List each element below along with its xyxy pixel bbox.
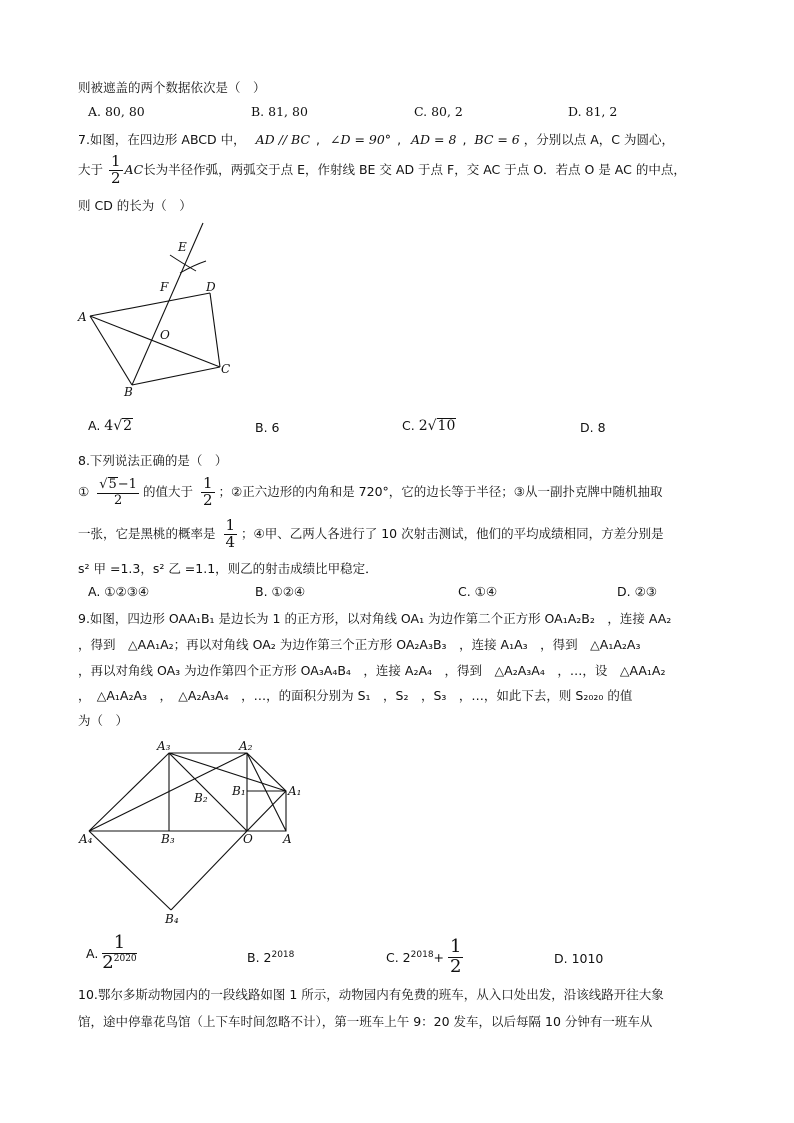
q9-label-a2: A₂ [239,739,253,753]
q7-option-a[interactable]: A. 4√2 [88,418,133,434]
q9-segment-b4-o [171,831,247,910]
q9-option-a[interactable]: A. $\frac{1}{2^{2020}}$ [86,932,137,973]
q6-option-a[interactable]: A. 80, 80 [88,104,145,119]
q7-edge-ab [90,316,132,385]
q7-label-b: B [124,385,133,399]
q8-half-fraction: $\frac{1}{2}$ [202,474,213,509]
q8-title: 8.下列说法正确的是（ ） [78,453,228,468]
q7-label-c: C [221,362,231,376]
q9-line1: 9.如图，四边形 OAA₁B₁ 是边长为 1 的正方形，以对角线 OA₁ 为边作第二个正方形 OA₁A₂B₂ ，连接 AA₂ [78,611,672,626]
q8-line1: ① $\frac{√5-1}{2}$ 的值大于 $\frac{1}{2}$ ；②正六边形的内角和是 720°，它的边长等于半径；③从一副扑克牌中随机抽取 [78,474,663,509]
q9-label-o: O [243,832,253,846]
q7-edge-bc [132,367,220,385]
q7-label-e: E [178,240,187,254]
q7-option-b[interactable]: B. 6 [255,420,280,435]
q9-label-a: A [283,832,292,846]
q8-quarter-fraction: $\frac{1}{4}$ [225,516,236,551]
q9-label-a3: A₃ [157,739,171,753]
q7-edge-ad [90,293,210,316]
q9-segment-a4-b4 [89,831,171,910]
q7-line1: 7.如图，在四边形 ABCD 中， AD // BC , ∠D = 90° , AD = 8 , BC = 6 ，分别以点 A，C 为圆心， [78,132,674,147]
q9-label-b4: B₄ [165,912,179,926]
q8-option-d[interactable]: D. ②③ [617,584,657,599]
q7-ray-be [132,223,203,385]
q6-stem: 则被遮盖的两个数据依次是（ ） [78,80,266,95]
q9-option-b[interactable]: B. $2^{2018}$ [247,950,295,966]
q7-half-fraction: $\frac{1}{2}$ [111,152,121,187]
q9-line2: ，得到 △AA₁A₂；再以对角线 OA₂ 为边作第三个正方形 OA₂A₃B₃ ，连接 A₁A₃ ，得到 △A₁A₂A₃ [78,637,641,652]
q9-line5: 为（ ） [78,713,129,728]
q9-option-c[interactable]: C. $2^{2018}+$ $\frac{1}{2}$ [386,936,462,977]
q6-option-d[interactable]: D. 81, 2 [568,104,618,119]
q9-line3: ，再以对角线 OA₃ 为边作第四个正方形 OA₃A₄B₄ ，连接 A₂A₄ ，得到 △A₂A₃A₄ ，…，设 △AA₁A₂ [78,663,666,678]
q9-label-a1: A₁ [288,784,302,798]
q7-diagonal-ac [90,316,220,367]
q8-option-a[interactable]: A. ①②③④ [88,584,150,599]
q9-figure [75,735,315,930]
q9-label-b3: B₃ [161,832,175,846]
q7-option-d[interactable]: D. 8 [580,420,606,435]
q6-option-b[interactable]: B. 81, 80 [251,104,308,119]
q9-segment-a3-a1 [169,753,286,791]
q7-line2: 大于 $\frac{1}{2}$ AC长为半径作弧，两弧交于点 E，作射线 BE 交 AD 于点 F，交 AC 于点 O．若点 O 是 AC 的中点， [78,152,686,187]
q7-label-f: F [160,280,169,294]
q9-option-d[interactable]: D. 1010 [554,951,604,966]
q8-option-b[interactable]: B. ①②④ [255,584,306,599]
q7-label-a: A [78,310,87,324]
q9-segment-a2-a [247,753,286,831]
q7-edge-dc [210,293,220,367]
q9-option-c-fraction: $\frac{1}{2}$ [450,936,462,977]
q8-line3: s² 甲 =1.3，s² 乙 =1.1，则乙的射击成绩比甲稳定． [78,561,378,576]
q7-figure [70,215,250,405]
q9-label-b2: B₂ [194,791,208,805]
q9-label-a4: A₄ [79,832,93,846]
q9-option-a-fraction: $\frac{1}{2^{2020}}$ [102,932,137,973]
q10-line2: 馆，途中停靠花鸟馆（上下车时间忽略不计），第一班车上午 9：20 发车，以后每隔 10 分钟有一班车从 [78,1014,653,1029]
q8-sqrt-fraction: $\frac{√5-1}{2}$ [99,477,137,508]
q9-segment-a4-a2 [89,753,247,831]
q9-outline [89,753,286,831]
q8-option-c[interactable]: C. ①④ [458,584,498,599]
q7-label-o: O [160,328,170,342]
q9-label-b1: B₁ [232,784,246,798]
q10-line1: 10.鄂尔多斯动物园内的一段线路如图 1 所示，动物园内有免费的班车，从入口处出发，沿该线路开往大象 [78,987,664,1002]
q8-line2: 一张，它是黑桃的概率是 $\frac{1}{4}$ ；④甲、乙两人各进行了 10 次射击测试，他们的平均成绩相同，方差分别是 [78,516,664,551]
q6-option-c[interactable]: C. 80, 2 [414,104,463,119]
q7-option-c[interactable]: C. 2√10 [402,418,456,434]
q9-segment-o-a1 [247,791,286,831]
q9-line4: ， △A₁A₂A₃ ， △A₂A₃A₄ ，…，的面积分别为 S₁ ，S₂ ，S₃ ，…，如此下去，则 S₂₀₂₀ 的值 [78,688,633,703]
q7-label-d: D [206,280,216,294]
q7-line3: 则 CD 的长为（ ） [78,198,192,213]
